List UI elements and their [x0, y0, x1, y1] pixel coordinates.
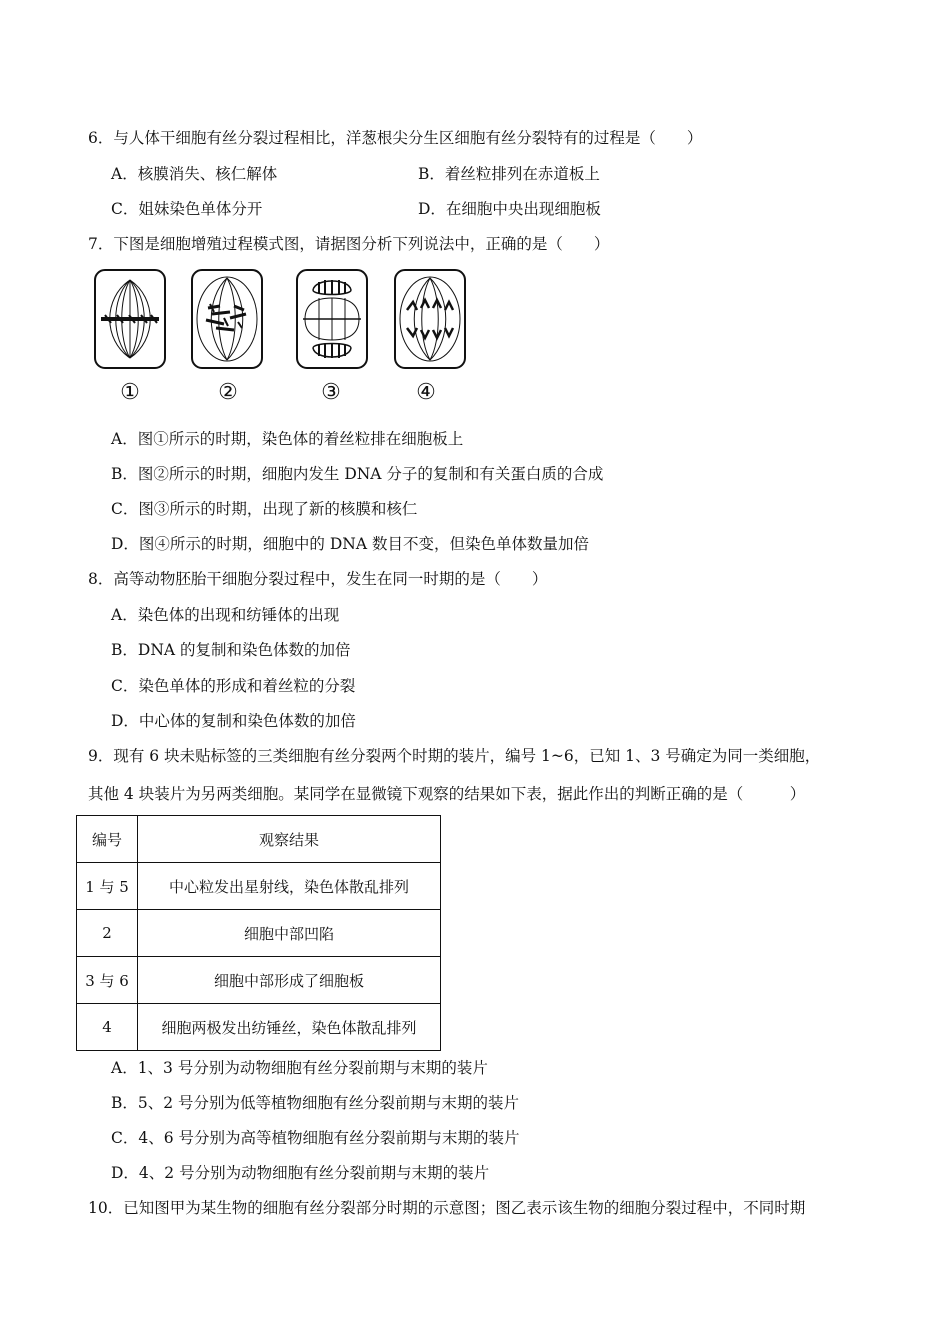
figure-label-2: ② [218, 380, 238, 405]
q10-stem: 10．已知图甲为某生物的细胞有丝分裂部分时期的示意图；图乙表示该生物的细胞分裂过程中，不同时期 [88, 1199, 806, 1217]
table-header-row [77, 816, 441, 863]
table-row [77, 1004, 441, 1051]
q6-stem: 6．与人体干细胞有丝分裂过程相比，洋葱根尖分生区细胞有丝分裂特有的过程是（ ） [88, 129, 703, 147]
table-row [77, 863, 441, 910]
table-row [77, 910, 441, 957]
q8-option-d: D．中心体的复制和染色体数的加倍 [111, 712, 356, 730]
figure-label-1: ① [120, 380, 140, 405]
q7-option-c: C．图③所示的时期，出现了新的核膜和核仁 [111, 500, 418, 518]
cell-figure-3 [295, 268, 369, 370]
table-row [77, 957, 441, 1004]
table-cell: 2 [77, 910, 138, 957]
cell-figure-2 [190, 268, 264, 370]
q9-option-a: A．1、3 号分别为动物细胞有丝分裂前期与末期的装片 [111, 1059, 488, 1077]
q9-stem-line2: 其他 4 块装片为另两类细胞。某同学在显微镜下观察的结果如下表，据此作出的判断正确的是（ ） [88, 785, 806, 803]
q6-option-a: A．核膜消失、核仁解体 [111, 165, 278, 183]
table-cell: 细胞中部凹陷 [138, 910, 441, 957]
q7-option-b: B．图②所示的时期，细胞内发生 DNA 分子的复制和有关蛋白质的合成 [111, 465, 604, 483]
q9-option-c: C．4、6 号分别为高等植物细胞有丝分裂前期与末期的装片 [111, 1129, 520, 1147]
q7-option-d: D．图④所示的时期，细胞中的 DNA 数目不变，但染色单体数量加倍 [111, 535, 589, 553]
cell-division-figure [93, 268, 473, 408]
q7-stem: 7．下图是细胞增殖过程模式图，请据图分析下列说法中，正确的是（ ） [88, 235, 610, 253]
q9-stem-line1: 9．现有 6 块未贴标签的三类细胞有丝分裂两个时期的装片，编号 1~6，已知 1、3 号确定为同一类细胞， [88, 747, 821, 765]
cell-figure-1 [93, 268, 167, 370]
figure-label-4: ④ [416, 380, 436, 405]
cell-figure-4 [393, 268, 467, 370]
q9-option-d: D．4、2 号分别为动物细胞有丝分裂前期与末期的装片 [111, 1164, 490, 1182]
q8-option-a: A．染色体的出现和纺锤体的出现 [111, 606, 340, 624]
table-cell: 4 [77, 1004, 138, 1051]
q8-option-c: C．染色单体的形成和着丝粒的分裂 [111, 677, 356, 695]
table-header-cell: 观察结果 [138, 816, 441, 863]
q9-option-b: B．5、2 号分别为低等植物细胞有丝分裂前期与末期的装片 [111, 1094, 520, 1112]
figure-label-3: ③ [321, 380, 341, 405]
table-cell: 1 与 5 [77, 863, 138, 910]
q8-option-b: B．DNA 的复制和染色体数的加倍 [111, 641, 351, 659]
q6-option-c: C．姐妹染色单体分开 [111, 200, 263, 218]
table-cell: 细胞两极发出纺锤丝，染色体散乱排列 [138, 1004, 441, 1051]
q8-stem: 8．高等动物胚胎干细胞分裂过程中，发生在同一时期的是（ ） [88, 570, 548, 588]
table-cell: 3 与 6 [77, 957, 138, 1004]
table-header-cell: 编号 [77, 816, 138, 863]
table-cell: 中心粒发出星射线，染色体散乱排列 [138, 863, 441, 910]
observation-table [76, 815, 441, 1051]
q7-option-a: A．图①所示的时期，染色体的着丝粒排在细胞板上 [111, 430, 464, 448]
table-cell: 细胞中部形成了细胞板 [138, 957, 441, 1004]
q6-option-b: B．着丝粒排列在赤道板上 [418, 165, 600, 183]
q6-option-d: D．在细胞中央出现细胞板 [418, 200, 601, 218]
